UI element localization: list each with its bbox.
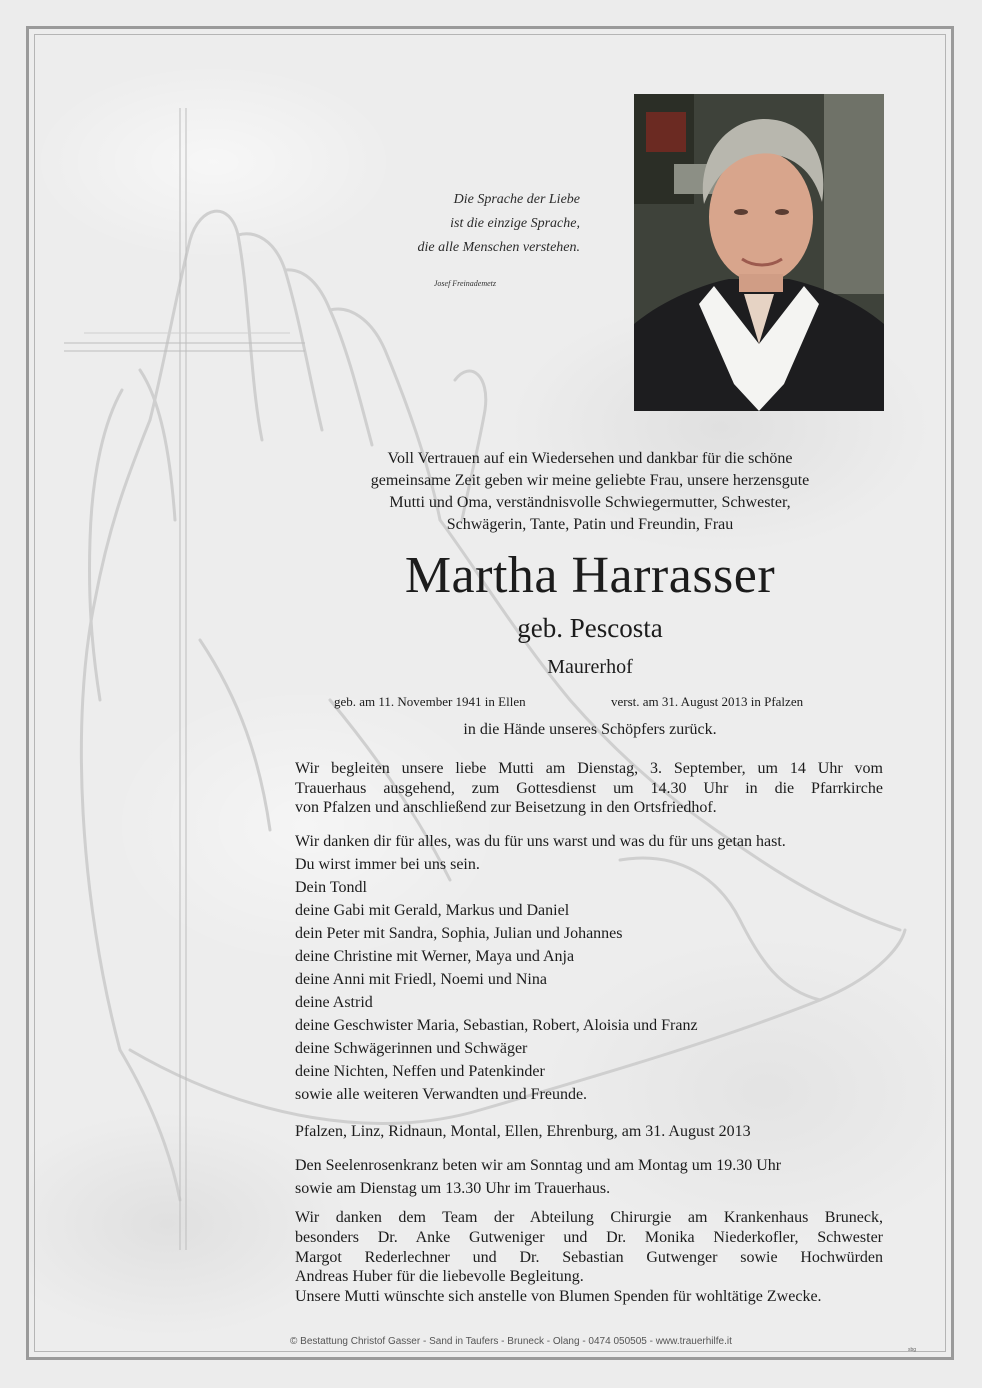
funeral-line: von Pfalzen und anschließend zur Beisetzung in den Ortsfriedhof. (295, 799, 717, 816)
quote (320, 188, 580, 260)
mourners-line: sowie alle weiteren Verwandten und Freunde. (295, 1086, 588, 1103)
funeral-home-footer: © Bestattung Christof Gasser - Sand in Taufers - Bruneck - Olang - 0474 050505 - www.trauerhilfe.it (290, 1336, 732, 1347)
intro-line: Mutti und Oma, verständnisvolle Schwiegermutter, Schwester, (389, 494, 791, 511)
funeral-line: Wir begleiten unsere liebe Mutti am Dienstag, 3. September, um 14 Uhr vom (295, 760, 883, 777)
hands-back-line: in die Hände unseres Schöpfers zurück. (463, 721, 717, 738)
rosary-line: Den Seelenrosenkranz beten wir am Sonntag und am Montag um 19.30 Uhr (295, 1157, 782, 1174)
mourners-line: Du wirst immer bei uns sein. (295, 856, 480, 873)
thanks-line: besonders Dr. Anke Gutweniger und Dr. Monika Niederkofler, Schwester (295, 1228, 883, 1246)
quote-line: die alle Menschen verstehen. (417, 240, 580, 255)
thanks-line: Margot Rederlechner und Dr. Sebastian Gutwenger sowie Hochwürden (295, 1248, 883, 1266)
deceased-name: Martha Harrasser (404, 547, 776, 604)
places-date (295, 1120, 895, 1143)
mourners-list (295, 830, 895, 1106)
thanks-paragraph (295, 1208, 883, 1307)
rosary-line: sowie am Dienstag um 13.30 Uhr im Trauerhaus. (295, 1180, 611, 1197)
places-date-line: Pfalzen, Linz, Ridnaun, Montal, Ellen, Ehrenburg, am 31. August 2013 (295, 1123, 751, 1140)
intro-line: Voll Vertrauen auf ein Wiedersehen und dankbar für die schöne (387, 450, 793, 467)
maiden-name: geb. Pescosta (517, 613, 663, 643)
quote-line: ist die einzige Sprache, (450, 216, 580, 231)
farm-name: Maurerhof (547, 656, 633, 678)
mourners-line: deine Geschwister Maria, Sebastian, Robert, Aloisia und Franz (295, 1017, 698, 1034)
mourners-line: deine Schwägerinnen und Schwäger (295, 1040, 528, 1057)
mourners-line: Wir danken dir für alles, was du für uns warst und was du für uns getan hast. (295, 833, 786, 850)
mourners-line: Dein Tondl (295, 879, 367, 896)
mourners-line: deine Christine mit Werner, Maya und Anja (295, 948, 575, 965)
rosary-paragraph (295, 1154, 895, 1200)
mourners-line: deine Astrid (295, 994, 373, 1011)
portrait-photo-icon (634, 94, 884, 411)
thanks-line: Wir danken dem Team der Abteilung Chirurgie am Krankenhaus Bruneck, (295, 1209, 883, 1226)
intro-line: Schwägerin, Tante, Patin und Freundin, Frau (446, 516, 734, 533)
thanks-line: Andreas Huber für die liebevolle Begleitung. (295, 1268, 584, 1286)
quote-author: Josef Freinademetz (433, 279, 496, 288)
mourners-line: deine Gabi mit Gerald, Markus und Daniel (295, 902, 570, 919)
intro-line: gemeinsame Zeit geben wir meine geliebte Frau, unsere herzensgute (370, 472, 810, 489)
thanks-line: Unsere Mutti wünschte sich anstelle von Blumen Spenden für wohltätige Zwecke. (295, 1288, 822, 1306)
corner-mark: sbg (908, 1347, 917, 1353)
birth-info: geb. am 11. November 1941 in Ellen (334, 694, 526, 709)
death-info: verst. am 31. August 2013 in Pfalzen (611, 694, 804, 709)
funeral-line: Trauerhaus ausgehend, zum Gottesdienst um 14.30 Uhr in die Pfarrkirche (295, 779, 883, 797)
mourners-line: deine Nichten, Neffen und Patenkinder (295, 1063, 545, 1080)
quote-line: Die Sprache der Liebe (453, 192, 580, 207)
portrait-photo (634, 94, 884, 411)
intro-text (300, 448, 880, 536)
mourners-line: deine Anni mit Friedl, Noemi und Nina (295, 971, 547, 988)
mourners-line: dein Peter mit Sandra, Sophia, Julian und Johannes (295, 925, 623, 942)
funeral-paragraph (295, 759, 883, 818)
